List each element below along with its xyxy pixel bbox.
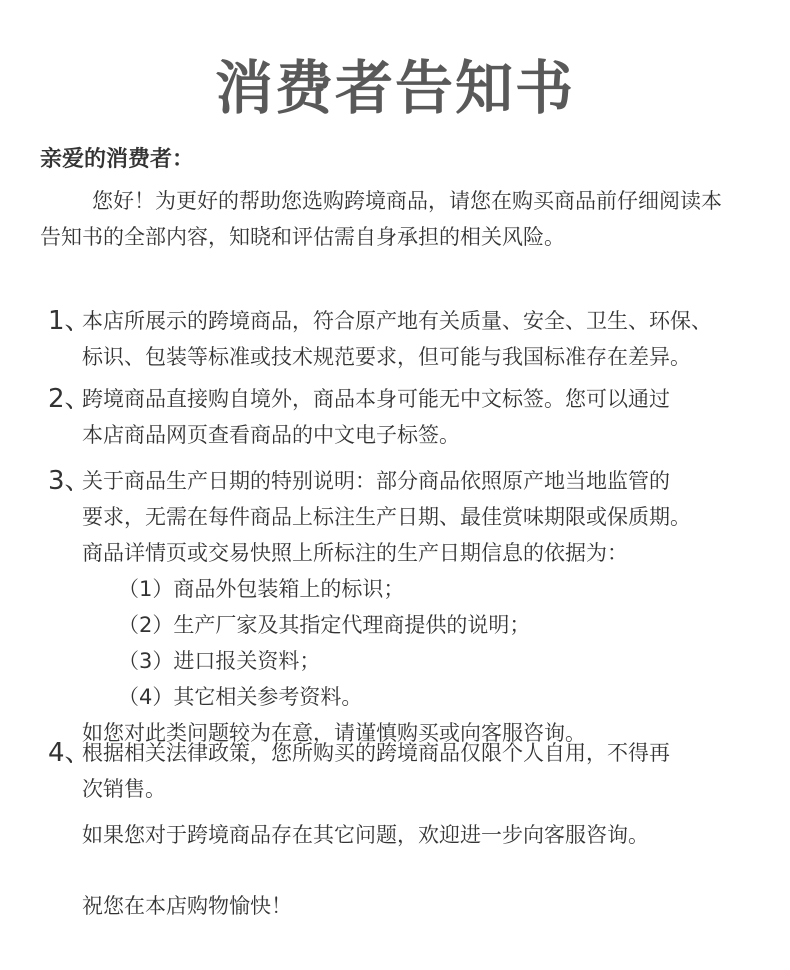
- sub-item: （3）进口报关资料；: [118, 649, 321, 673]
- item-text: [82, 463, 742, 751]
- document-title: 消费者告知书: [214, 54, 575, 122]
- item-line: 本店商品网页查看商品的中文电子标签。: [82, 423, 460, 447]
- greeting: 亲爱的消费者：: [40, 147, 195, 172]
- item-line: 跨境商品直接购自境外，商品本身可能无中文标签。您可以通过: [82, 387, 670, 411]
- item-text: [82, 381, 742, 453]
- closing-wish: 祝您在本店购物愉快！: [82, 894, 292, 918]
- item-line: 要求，无需在每件商品上标注生产日期、最佳赏味期限或保质期。: [82, 505, 691, 529]
- item-line: 本店所展示的跨境商品，符合原产地有关质量、安全、卫生、环保、: [82, 309, 712, 333]
- closing-question: 如果您对于跨境商品存在其它问题，欢迎进一步向客服咨询。: [82, 823, 649, 847]
- item-line: 根据相关法律政策，您所购买的跨境商品仅限个人自用，不得再: [82, 741, 670, 765]
- item-number: 1、: [48, 306, 91, 336]
- item-text: [82, 303, 742, 375]
- sub-item: （4）其它相关参考资料。: [118, 685, 363, 709]
- item-line: 次销售。: [82, 777, 166, 801]
- sub-item: （1）商品外包装箱上的标识；: [118, 577, 405, 601]
- item-number: 4、: [48, 738, 91, 768]
- item-text: [82, 735, 742, 807]
- intro-paragraph: 您好！为更好的帮助您选购跨境商品，请您在购买商品前仔细阅读本告知书的全部内容，知晓和评估需自身承担的相关风险。: [40, 189, 722, 249]
- item-line: 关于商品生产日期的特别说明：部分商品依照原产地当地监管的: [82, 469, 670, 493]
- sub-item: （2）生产厂家及其指定代理商提供的说明；: [118, 613, 531, 637]
- item-number: 2、: [48, 384, 91, 414]
- item-line: 标识、包装等标准或技术规范要求，但可能与我国标准存在差异。: [82, 345, 691, 369]
- item-line: 商品详情页或交易快照上所标注的生产日期信息的依据为：: [82, 541, 628, 565]
- item-line: 如您对此类问题较为在意，请谨慎购买或向客服咨询。: [82, 721, 586, 745]
- item-number: 3、: [48, 466, 91, 496]
